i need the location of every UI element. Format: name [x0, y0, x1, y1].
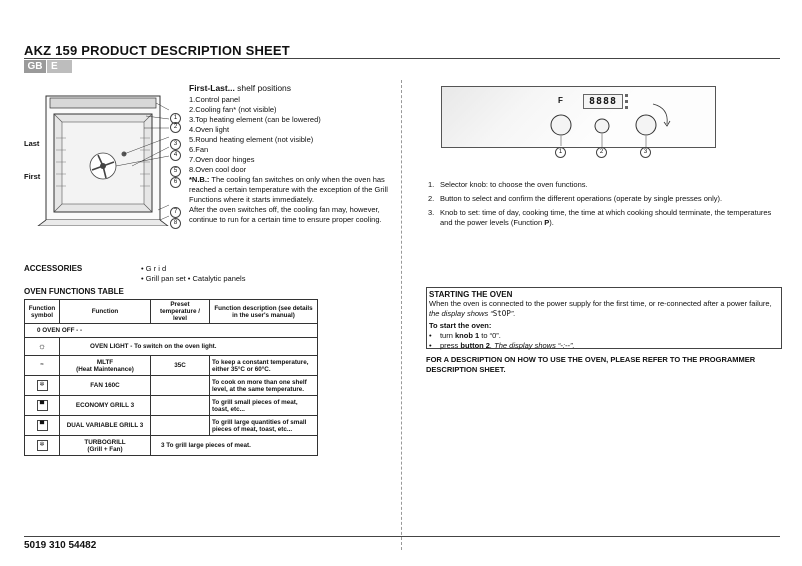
- col-header-preset: Preset temperature / level: [151, 300, 210, 324]
- functions-table-title: OVEN FUNCTIONS TABLE: [24, 287, 124, 296]
- to-start-label: To start the oven:: [429, 321, 492, 330]
- turbogrill-icon: ✲: [37, 440, 48, 451]
- product-code: 5019 310 54482: [24, 540, 97, 551]
- col-header-symbol: Function symbol: [25, 300, 60, 324]
- table-row: [25, 324, 318, 338]
- table-header-row: [25, 300, 318, 324]
- table-row: [25, 396, 318, 416]
- table-row: [25, 436, 318, 456]
- callout-5: 5: [170, 166, 181, 177]
- knob-number-1: 1: [555, 147, 566, 158]
- function-name: ECONOMY GRILL 3: [60, 396, 151, 416]
- function-sub: (Heat Maintenance): [76, 365, 134, 373]
- preset-value: [151, 376, 210, 396]
- table-row: [25, 338, 318, 356]
- grill-icon: ▀: [37, 400, 48, 411]
- note-label: *N.B.:: [189, 175, 210, 184]
- functions-table: [24, 299, 318, 456]
- controls-list: [428, 180, 778, 232]
- col-header-function: Function: [60, 300, 151, 324]
- list-item: 8.Oven cool door: [189, 165, 247, 174]
- parts-list: [189, 95, 389, 225]
- list-item: 1. Selector knob: to choose the oven functions.: [428, 180, 588, 189]
- f-label: F: [558, 96, 563, 105]
- dual-grill-icon: ▀: [37, 420, 48, 431]
- note-text: The cooling fan switches on only when the oven has reached a certain temperature with the exception of the Grill Functions where it starts immediately.: [189, 175, 388, 204]
- knob-number-2: 2: [596, 147, 607, 158]
- callout-3: 3: [170, 139, 181, 150]
- selector-knob-icon: [551, 115, 571, 135]
- fan-icon: ✲: [37, 380, 48, 391]
- list-item: 4.Oven light: [189, 125, 230, 134]
- knob-number-3: 3: [640, 147, 651, 158]
- cooling-fan-note: [189, 175, 389, 205]
- list-item: • Grill pan set • Catalytic panels: [141, 273, 246, 283]
- preset-value: [151, 396, 210, 416]
- accessories-label: ACCESSORIES: [24, 264, 83, 273]
- function-name: FAN 160C: [60, 376, 151, 396]
- table-row: [25, 356, 318, 376]
- shelf-title-rest: shelf positions: [234, 83, 292, 93]
- callout-4: 4: [170, 150, 181, 161]
- shelf-title-bold: First-Last...: [189, 83, 235, 93]
- callout-6: 6: [170, 177, 181, 188]
- starting-line-1: When the oven is connected to the power supply for the first time, or re-connected after a power failure,: [429, 299, 772, 308]
- page-title: AKZ 159 PRODUCT DESCRIPTION SHEET: [24, 43, 290, 58]
- preset-value: 3 To grill large pieces of meat.: [151, 436, 318, 456]
- list-item: • G r i d: [141, 264, 167, 273]
- function-desc: To grill small pieces of meat, toast, etc...: [210, 396, 318, 416]
- function-name: MLTF: [96, 358, 114, 366]
- lang-tab-e: E: [47, 60, 72, 73]
- list-item: 3.Top heating element (can be lowered): [189, 115, 321, 124]
- function-desc: To keep a constant temperature, either 35°C or 60°C.: [210, 356, 318, 376]
- select-button-icon: [595, 119, 609, 133]
- starting-oven-text: [429, 299, 779, 351]
- cooling-fan-note-2: After the oven switches off, the cooling fan may, however, continue to run for a certain time to ensure proper cooling.: [189, 205, 382, 224]
- accessories-list: [141, 264, 245, 283]
- list-item: 7.Oven door hinges: [189, 155, 255, 164]
- preset-value: [151, 416, 210, 436]
- footer-rule: [24, 536, 780, 537]
- bulb-icon: ☼: [37, 341, 47, 351]
- header-rule: [24, 58, 780, 59]
- callout-1: 1: [170, 113, 181, 124]
- description-note: FOR A DESCRIPTION ON HOW TO USE THE OVEN, PLEASE REFER TO THE PROGRAMMER DESCRIPTION SHEET.: [426, 355, 756, 374]
- column-divider: [401, 80, 402, 550]
- starting-oven-title: STARTING THE OVEN: [429, 290, 513, 299]
- oven-diagram: [36, 92, 186, 226]
- shelf-positions-title: [189, 83, 291, 93]
- list-item: 6.Fan: [189, 145, 209, 154]
- function-name: TURBOGRILL: [84, 438, 126, 446]
- callout-7: 7: [170, 207, 181, 218]
- lang-tab-gb: GB: [24, 60, 46, 73]
- control-knobs: [441, 86, 715, 166]
- table-row: [25, 376, 318, 396]
- list-item: 2.Cooling fan* (not visible): [189, 105, 277, 114]
- function-desc: To cook on more than one shelf level, at the same temperature.: [210, 376, 318, 396]
- callout-2: 2: [170, 122, 181, 133]
- row-oven-light: OVEN LIGHT - To switch on the oven light.: [60, 338, 318, 356]
- function-sub: (Grill + Fan): [87, 445, 123, 453]
- row-oven-off: 0 OVEN OFF - -: [25, 324, 318, 338]
- list-item: 3. Knob to set: time of day, cooking time, the time at which cooking should terminate, the temperatures and the power levels (Function P).: [428, 208, 772, 227]
- display-readout: 8888: [583, 94, 623, 109]
- heat-maintenance-icon: ≈: [40, 362, 44, 368]
- oven-label-first: First: [24, 172, 41, 181]
- list-item: 1.Control panel: [189, 95, 240, 104]
- preset-value: 35C: [151, 356, 210, 376]
- function-desc: To grill large quantities of small pieces of meat, toast, etc...: [210, 416, 318, 436]
- list-item: • turn knob 1 to “0”.: [429, 331, 501, 340]
- function-name: DUAL VARIABLE GRILL 3: [60, 416, 151, 436]
- oven-label-last: Last: [24, 139, 40, 148]
- list-item: • press button 2. The display shows “-:--”.: [429, 341, 575, 350]
- callout-8: 8: [170, 218, 181, 229]
- list-item: 2. Button to select and confirm the different operations (operate by single presses only).: [428, 194, 723, 203]
- starting-line-2: the display shows “StOP”.: [429, 309, 516, 318]
- list-item: 5.Round heating element (not visible): [189, 135, 314, 144]
- table-row: [25, 416, 318, 436]
- set-knob-icon: [636, 115, 656, 135]
- col-header-description: Function description (see details in the user's manual): [210, 300, 318, 324]
